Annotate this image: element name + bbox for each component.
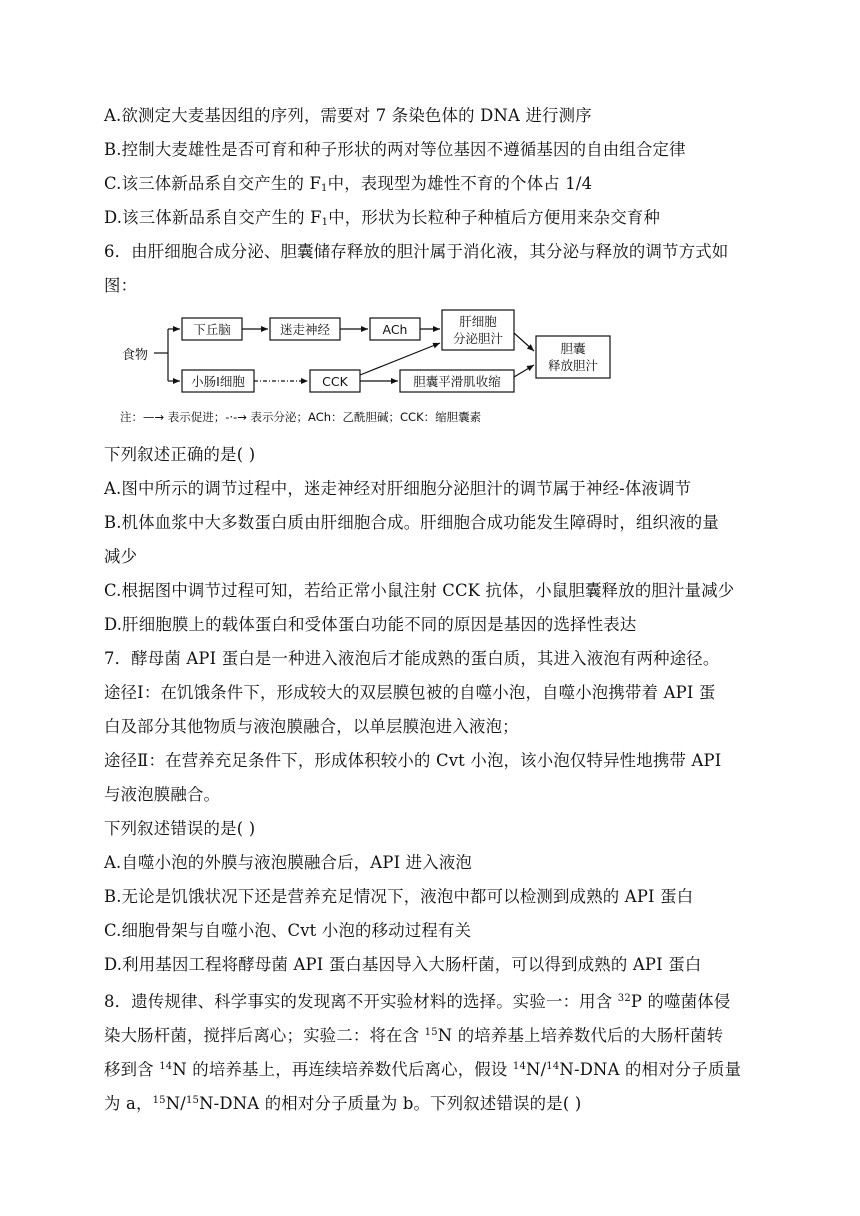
q6-option-a: A.图中所示的调节过程中，迷走神经对肝细胞分泌胆汁的调节属于神经-体液调节 <box>104 479 692 498</box>
q8-text: N-DNA 的相对分子质量为 b。下列叙述错误的是( ) <box>199 1094 582 1113</box>
q7-pathway-2-line-1: 途径Ⅱ：在营养充足条件下，形成体积较小的 Cvt 小泡，该小泡仅特异性地携带 API <box>104 751 722 770</box>
q5-option-d <box>104 208 660 233</box>
q8-stem-line-2 <box>104 1023 723 1046</box>
q7-option-a: A.自噬小泡的外膜与液泡膜融合后，API 进入液泡 <box>104 853 473 872</box>
superscript: 14 <box>159 1061 173 1072</box>
q5-option-d-text: D.该三体新品系自交产生的 F <box>104 208 322 227</box>
q7-pathway-1-line-2: 白及部分其他物质与液泡膜融合，以单层膜泡进入液泡； <box>104 717 519 736</box>
q7-option-d: D.利用基因工程将酵母菌 API 蛋白基因导入大肠杆菌，可以得到成熟的 API 蛋白 <box>104 955 702 974</box>
diagram-liver-label-1: 肝细胞 <box>459 314 497 329</box>
bile-regulation-diagram <box>118 303 618 428</box>
q6-option-b-line-1: B.机体血浆中大多数蛋白质由肝细胞合成。肝细胞合成功能发生障碍时，组织液的量 <box>104 513 719 532</box>
q7-pathway-1-line-1: 途径Ⅰ：在饥饿条件下，形成较大的双层膜包被的自噬小泡，自噬小泡携带着 API 蛋 <box>104 683 716 702</box>
q7-pathway-2-line-2: 与液泡膜融合。 <box>104 785 221 804</box>
q5-option-a: A.欲测定大麦基因组的序列，需要对 7 条染色体的 DNA 进行测序 <box>104 106 592 125</box>
diagram-vagus-label: 迷走神经 <box>279 322 331 337</box>
diagram-food-label: 食物 <box>122 348 149 363</box>
q8-stem-line-1 <box>104 989 730 1012</box>
q8-stem-line-4 <box>104 1091 581 1114</box>
q5-option-c-text: C.该三体新品系自交产生的 F <box>104 174 322 193</box>
q5-option-c <box>104 174 592 199</box>
diagram-note: 注：—→ 表示促进；-·-→ 表示分泌；ACh：乙酰胆碱；CCK：缩胆囊素 <box>120 410 482 424</box>
q7-option-c: C.细胞骨架与自噬小泡、Cvt 小泡的移动过程有关 <box>104 921 472 940</box>
superscript: 15 <box>424 1027 438 1038</box>
diagram-gallbladder-label-1: 胆囊 <box>560 341 586 356</box>
q8-text: 8．遗传规律、科学事实的发现离不开实验材料的选择。实验一：用含 <box>104 992 618 1011</box>
superscript: 15 <box>185 1095 200 1106</box>
q8-text: N-DNA 的相对分子质量 <box>559 1060 742 1079</box>
q8-text: 为 a， <box>104 1094 153 1113</box>
q8-stem-line-3 <box>104 1057 741 1080</box>
q8-text: P 的噬菌体侵 <box>630 992 731 1011</box>
diagram-cck-label: CCK <box>322 374 348 389</box>
diagram-intestine-label: 小肠Ⅰ细胞 <box>191 374 245 389</box>
q6-question: 下列叙述正确的是( ) <box>104 445 256 464</box>
diagram-hypothalamus-label: 下丘脑 <box>193 322 231 337</box>
q6-option-d: D.肝细胞膜上的载体蛋白和受体蛋白功能不同的原因是基因的选择性表达 <box>104 615 637 634</box>
q8-text: 移到含 <box>104 1060 160 1079</box>
diagram-gallbladder-muscle-label: 胆囊平滑肌收缩 <box>413 374 501 389</box>
subscript: 1 <box>321 217 329 228</box>
q5-option-d-text-end: 中，形状为长粒种子种植后方便用来杂交育种 <box>328 208 661 227</box>
q7-stem: 7．酵母菌 API 蛋白是一种进入液泡后才能成熟的蛋白质，其进入液泡有两种途径。 <box>104 649 720 668</box>
q5-option-c-text-end: 中，表现型为雄性不育的个体占 1/4 <box>327 174 593 193</box>
diagram-gallbladder-label-2: 释放胆汁 <box>547 358 599 373</box>
q8-text: N/ <box>526 1060 547 1079</box>
q6-option-c: C.根据图中调节过程可知，若给正常小鼠注射 CCK 抗体，小鼠胆囊释放的胆汁量减少 <box>104 581 735 600</box>
q7-question: 下列叙述错误的是( ) <box>104 819 256 838</box>
q8-text: N 的培养基上，再连续培养数代后离心，假设 <box>172 1060 513 1079</box>
q6-stem-line-2: 图： <box>104 276 138 295</box>
superscript: 15 <box>152 1095 166 1106</box>
q8-text: N 的培养基上培养数代后的大肠杆菌转 <box>437 1026 724 1045</box>
q5-option-b: B.控制大麦雄性是否可育和种子形状的两对等位基因不遵循基因的自由组合定律 <box>104 140 686 159</box>
q6-option-b-line-2: 减少 <box>104 547 138 566</box>
superscript: 14 <box>512 1061 527 1072</box>
q8-text: 染大肠杆菌，搅拌后离心；实验二：将在含 <box>104 1026 425 1045</box>
superscript: 14 <box>546 1061 560 1072</box>
q7-option-b: B.无论是饥饿状况下还是营养充足情况下，液泡中都可以检测到成熟的 API 蛋白 <box>104 887 694 906</box>
subscript: 1 <box>321 183 328 194</box>
superscript: 32 <box>617 993 631 1004</box>
q6-stem-line-1: 6．由肝细胞合成分泌、胆囊储存释放的胆汁属于消化液，其分泌与释放的调节方式如 <box>104 242 729 261</box>
diagram-liver-label-2: 分泌胆汁 <box>452 331 504 346</box>
diagram-ach-label: ACh <box>382 322 408 337</box>
q8-text: N/ <box>165 1094 186 1113</box>
